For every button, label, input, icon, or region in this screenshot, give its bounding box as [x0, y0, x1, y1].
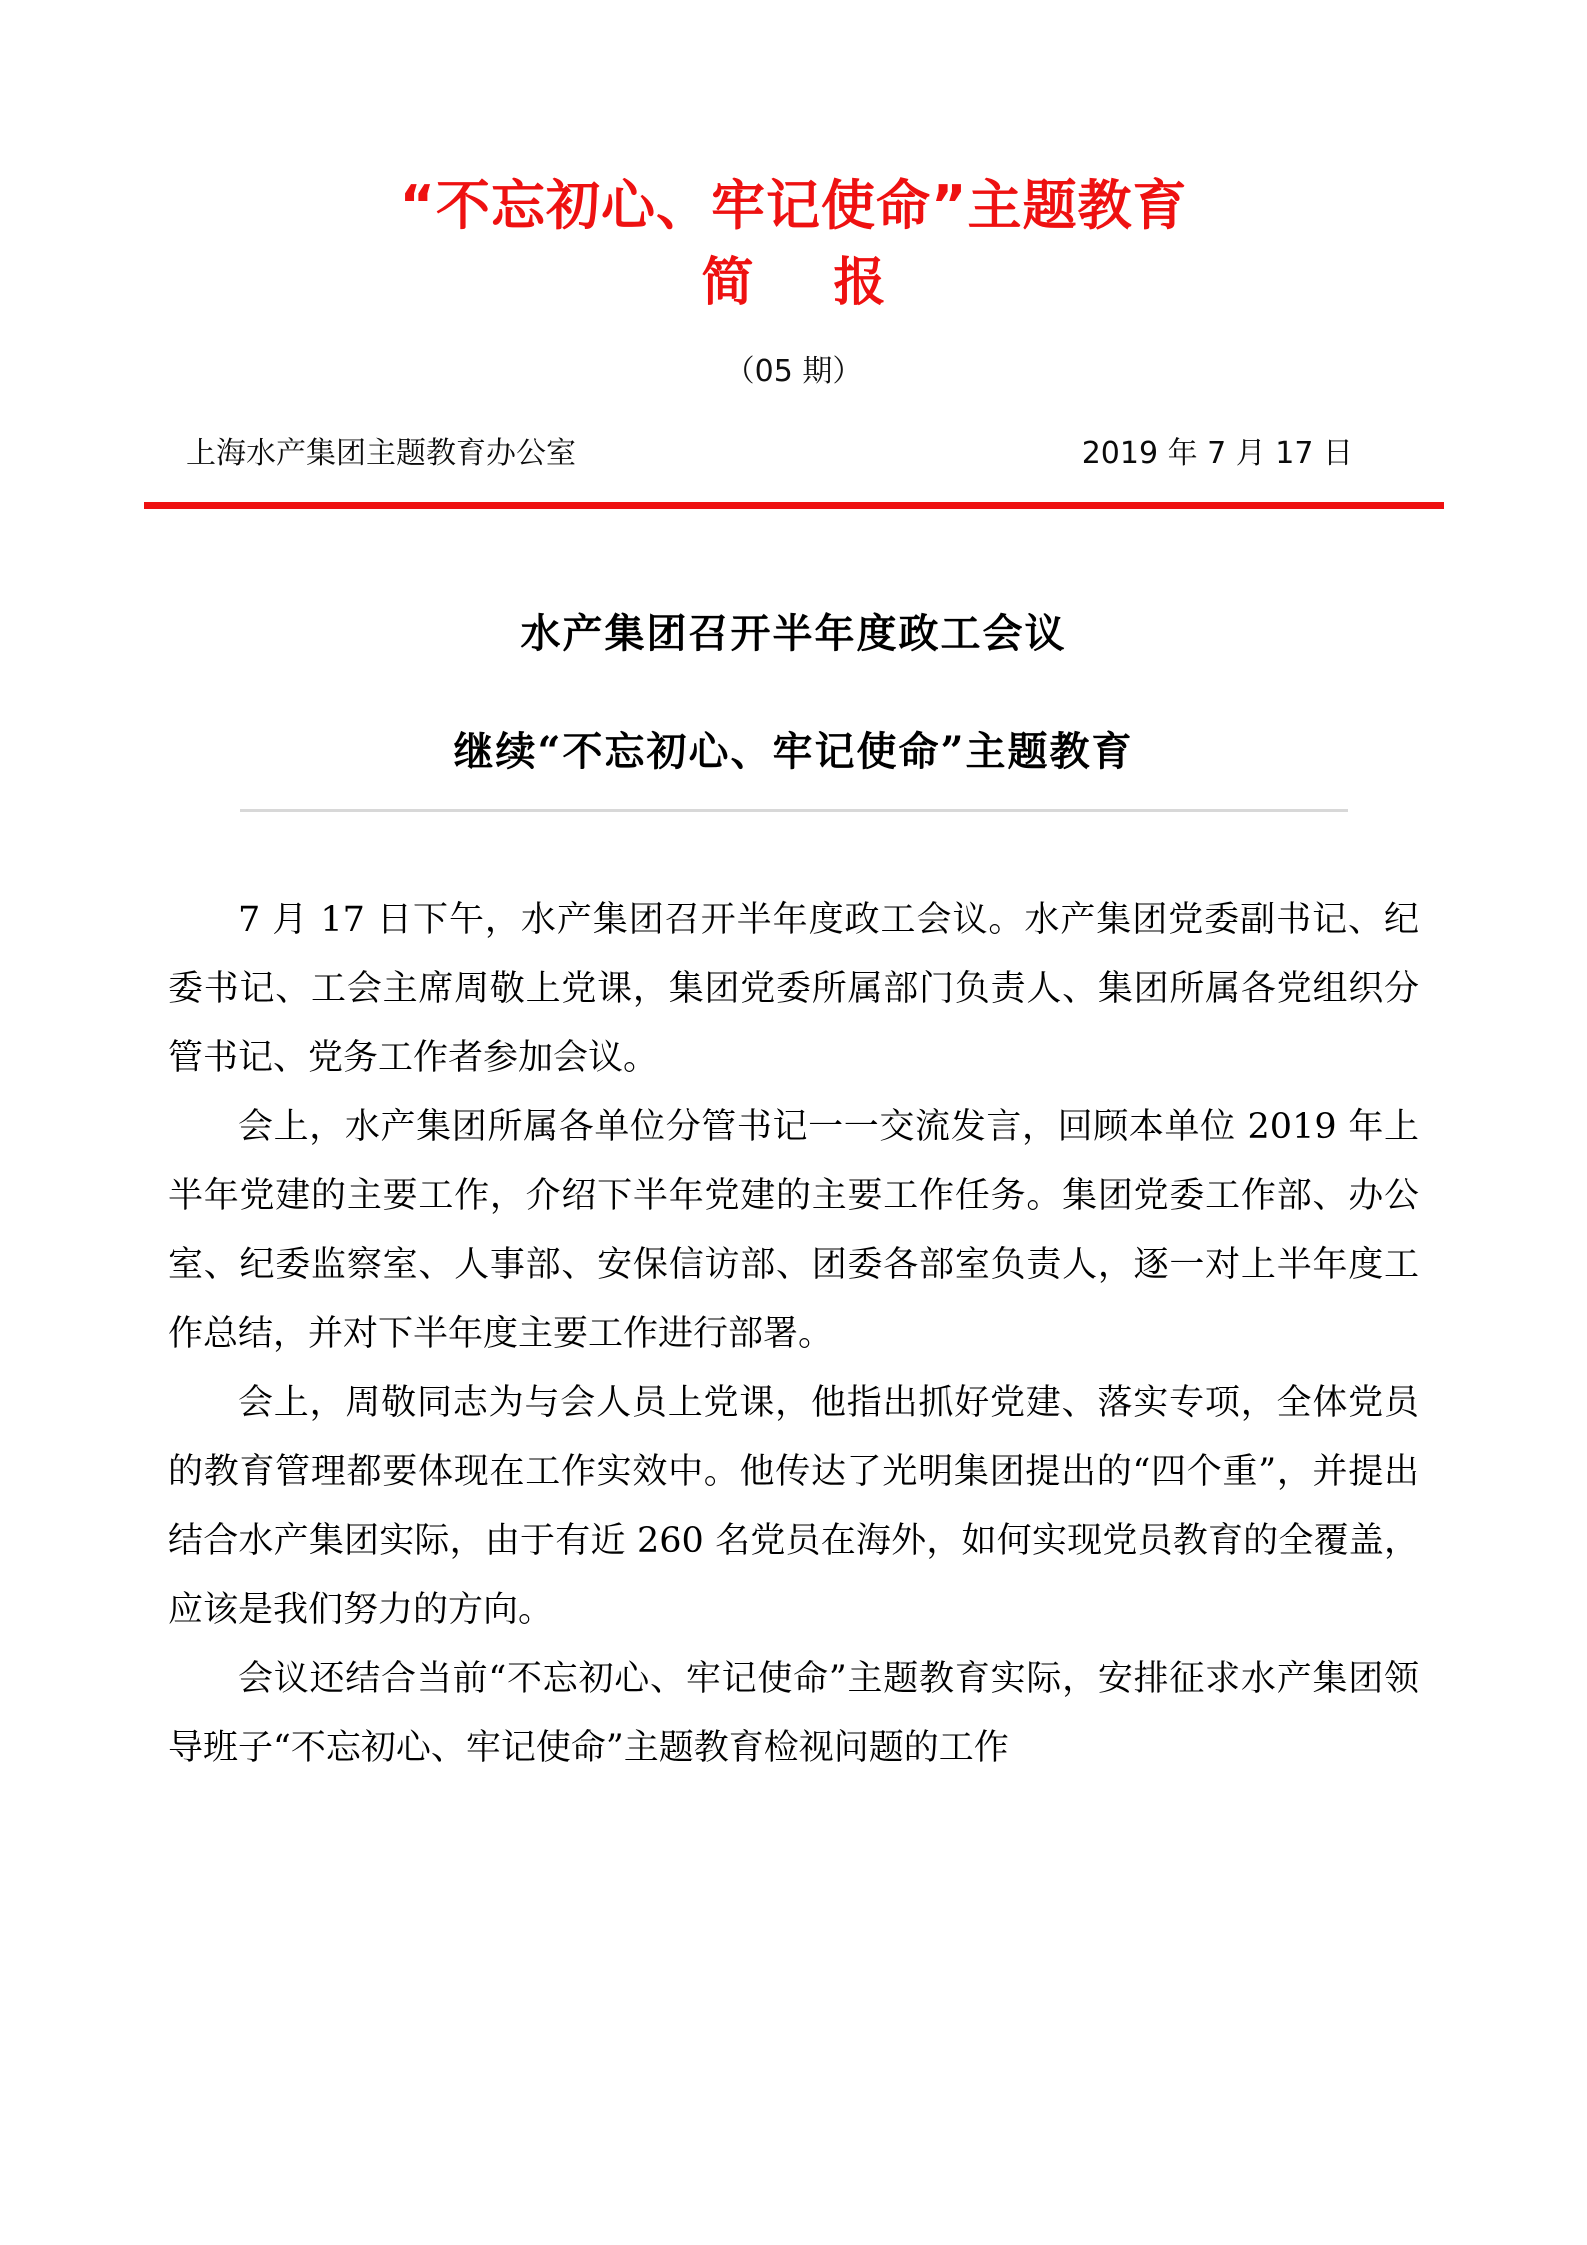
body-paragraph: 会上，水产集团所属各单位分管书记一一交流发言，回顾本单位 2019 年上半年党建的主要工作，介绍下半年党建的主要工作任务。集团党委工作部、办公室、纪委监察室、人事部、安保信访部、团委各部室负责人，逐一对上半年度工作总结，并对下半年度主要工作进行部署。	[168, 1107, 1419, 1354]
issuing-office: 上海水产集团主题教育办公室	[186, 436, 576, 471]
masthead	[0, 0, 1587, 394]
masthead-title-line-2: 简 报	[701, 253, 900, 313]
article-header	[0, 605, 1587, 781]
body-paragraph: 7 月 17 日下午，水产集团召开半年度政工会议。水产集团党委副书记、纪委书记、工会主席周敬上党课，集团党委所属部门负责人、集团所属各党组织分管书记、党务工作者参加会议。	[168, 900, 1419, 1078]
masthead-issue-number: （05 期）	[724, 354, 863, 389]
article-subtitle: 继续“不忘初心、牢记使命”主题教育	[453, 728, 1134, 775]
article-divider	[240, 809, 1348, 812]
masthead-red-rule	[144, 502, 1444, 509]
article-title: 水产集团召开半年度政工会议	[520, 610, 1067, 657]
publication-date: 2019 年 7 月 17 日	[1081, 436, 1353, 471]
body-paragraph: 会议还结合当前“不忘初心、牢记使命”主题教育实际，安排征求水产集团领导班子“不忘初心、牢记使命”主题教育检视问题的工作	[168, 1659, 1419, 1768]
masthead-title-line-1: “不忘初心、牢记使命”主题教育	[399, 174, 1188, 237]
article-body	[0, 886, 1587, 1783]
body-paragraph: 会上，周敬同志为与会人员上党课，他指出抓好党建、落实专项，全体党员的教育管理都要体现在工作实效中。他传达了光明集团提出的“四个重”，并提出结合水产集团实际，由于有近 260 名党员在海外，如何实现党员教育的全覆盖，应该是我们努力的方向。	[168, 1383, 1419, 1630]
masthead-imprint-row	[0, 432, 1587, 476]
